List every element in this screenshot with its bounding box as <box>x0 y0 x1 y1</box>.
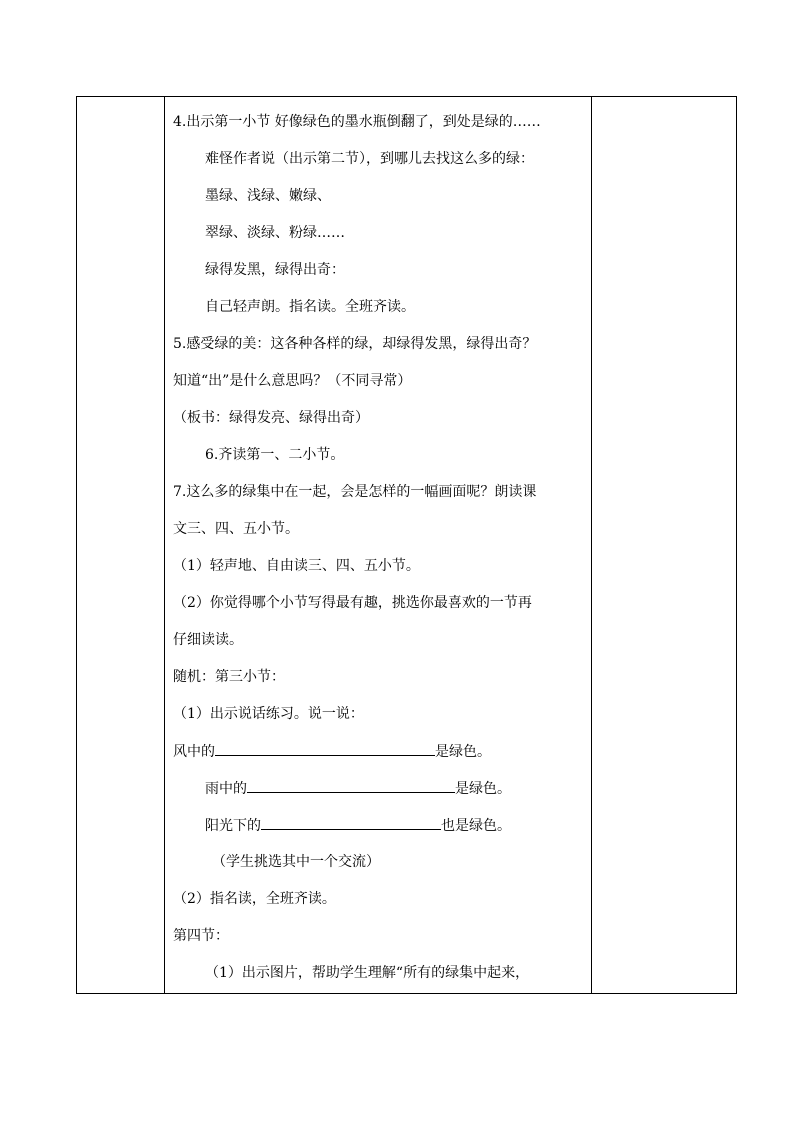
text-line: （1）出示图片，帮助学生理解“所有的绿集中起来， <box>205 965 530 981</box>
text-line: 仔细读读。 <box>173 632 243 648</box>
blank-suffix: 是绿色。 <box>455 781 511 797</box>
text-line: 墨绿、浅绿、嫩绿、 <box>205 188 331 204</box>
blank-underline <box>215 741 435 756</box>
column-divider-left <box>164 97 165 993</box>
blank-prefix: 风中的 <box>173 744 215 760</box>
text-line: 随机：第三小节： <box>173 669 285 685</box>
text-line: 知道“出”是什么意思吗？（不同寻常） <box>173 373 412 389</box>
text-line: （1）出示说话练习。说一说： <box>173 706 364 722</box>
text-line: 7.这么多的绿集中在一起，会是怎样的一幅画面呢？朗读课 <box>173 484 537 500</box>
text-line: 绿得发黑，绿得出奇： <box>205 262 345 278</box>
text-line: 6.齐读第一、二小节。 <box>205 447 345 463</box>
text-line: （学生挑选其中一个交流） <box>212 854 380 870</box>
blank-suffix: 也是绿色。 <box>441 818 511 834</box>
text-line: 文三、四、五小节。 <box>173 521 299 537</box>
text-line: （1）轻声地、自由读三、四、五小节。 <box>173 558 420 574</box>
text-line: 翠绿、淡绿、粉绿…… <box>205 225 345 241</box>
text-line: （2）你觉得哪个小节写得最有趣，挑选你最喜欢的一节再 <box>173 595 532 611</box>
text-line: （2）指名读，全班齐读。 <box>173 891 336 907</box>
text-line: 5.感受绿的美：这各种各样的绿，却绿得发黑，绿得出奇？ <box>173 336 537 352</box>
fill-blank-line <box>205 778 511 799</box>
column-divider-right <box>591 97 592 993</box>
blank-underline <box>247 778 455 793</box>
blank-prefix: 雨中的 <box>205 781 247 797</box>
text-line: 4.出示第一小节 好像绿色的墨水瓶倒翻了，到处是绿的…… <box>173 114 541 130</box>
blank-suffix: 是绿色。 <box>435 744 491 760</box>
fill-blank-line <box>205 815 511 836</box>
lesson-table <box>76 96 737 994</box>
text-line: （板书：绿得发亮、绿得出奇） <box>173 410 369 426</box>
text-line: 自己轻声朗。指名读。全班齐读。 <box>205 299 415 315</box>
blank-underline <box>261 815 441 830</box>
fill-blank-line <box>173 741 491 762</box>
blank-prefix: 阳光下的 <box>205 818 261 834</box>
text-line: 第四节： <box>173 928 229 944</box>
text-line: 难怪作者说（出示第二节），到哪儿去找这么多的绿： <box>205 151 534 167</box>
